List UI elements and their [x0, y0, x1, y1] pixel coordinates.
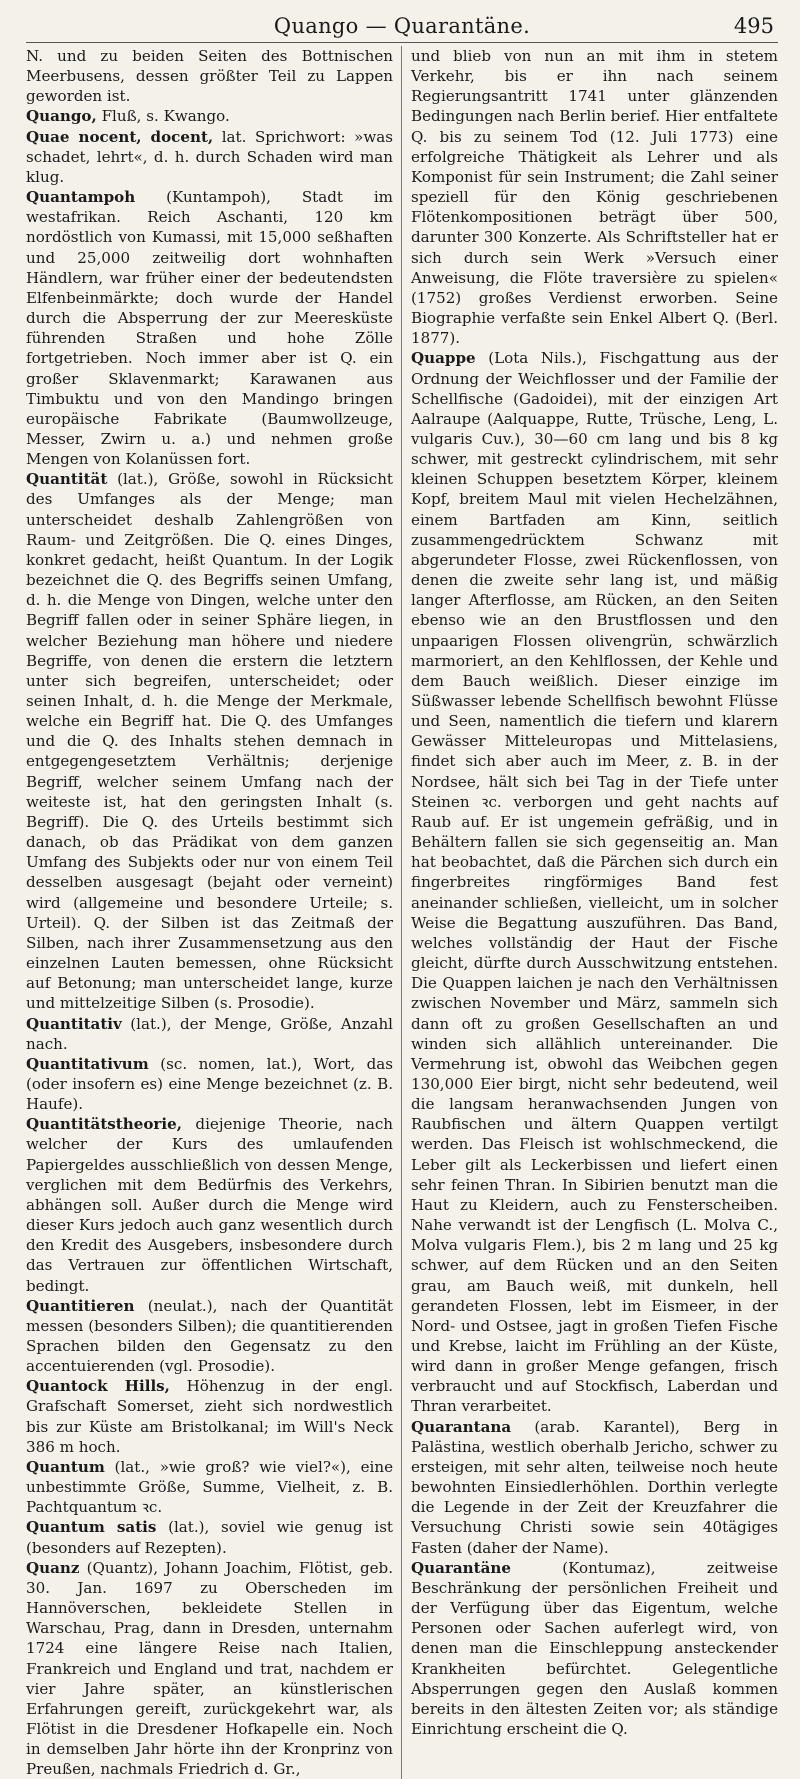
- entry-text: (Kuntampoh), Stadt im westafrikan. Reich Aschanti, 120 km nordöstlich von Kumassi, mit 15,000 seßhaften und 25,000 zeitweilig dort wohnhaften Händlern, war früher einer der bedeutendsten Elfenbeinmärkte; doch wurde der Handel durch die Absperrung der zur Meeresküste führenden Straßen und hohe Zölle fortgetrieben. Noch immer aber ist Q. ein großer Sklavenmarkt; Karawanen aus Timbuktu und von den Mandingo bringen europäische Fabrikate (Baumwollzeuge, Messer, Zwirn u. a.) und nehmen große Mengen von Kolanüssen fort.: [26, 188, 393, 469]
- entry-text: (Quantz), Johann Joachim, Flötist, geb. 30. Jan. 1697 zu Oberscheden im Hannöverschen, bekleidete Stellen in Warschau, Prag, dann in Dresden, unternahm 1724 eine längere Reise nach Italien, Frankreich und England und trat, nachdem er vier Jahre später, an künstlerischen Erfahrungen gereift, zurückgekehrt war, als Flötist in die Dresdener Hofkapelle ein. Noch in demselben Jahr hörte ihn der Kronprinz von Preußen, nachmals Friedrich d. Gr.,: [26, 1558, 393, 1779]
- entry-text: (sc. nomen, lat.), Wort, das (oder insofern es) eine Menge bezeichnet (z. B. Haufe).: [26, 1054, 393, 1114]
- entry-continuation: [411, 46, 778, 348]
- entry-text: und blieb von nun an mit ihm in stetem Verkehr, bis er ihn nach seinem Regierungsantritt 1741 unter glänzenden Bedingungen nach Berlin berief. Hier entfaltete Q. bis zu seinem Tod (12. Juli 1773) eine erfolgreiche Thätigkeit als Lehrer und als Komponist für sein Instrument; die Zahl seiner speziell für den König geschriebenen Flötenkompositionen beträgt über 500, darunter 300 Konzerte. Als Schriftsteller hat er sich durch sein Werk »Versuch einer Anweisung, die Flöte traversière zu spielen« (1752) großes Verdienst erworben. Seine Biographie verfaßte sein Enkel Albert Q. (Berl. 1877).: [411, 47, 778, 348]
- entry-quantitieren: [26, 1296, 393, 1377]
- entry-quappe: [411, 348, 778, 1416]
- entry-quae-nocent: [26, 127, 393, 187]
- lemma: Quanz: [26, 1558, 80, 1577]
- entry-quarantaene: [411, 1558, 778, 1739]
- lemma: Quantitativum: [26, 1054, 149, 1073]
- entry-quantum-satis: [26, 1517, 393, 1557]
- lemma: Quantitätstheorie,: [26, 1115, 182, 1134]
- entry-quantampoh: [26, 187, 393, 469]
- entry-quantitativum: [26, 1054, 393, 1114]
- lemma: Quantitieren: [26, 1296, 135, 1315]
- entry-text: (lat., »wie groß? wie viel?«), eine unbestimmte Größe, Summe, Vielheit, z. B. Pachtquantum ꝛc.: [26, 1457, 393, 1517]
- page-number: 495: [733, 14, 774, 38]
- entry-text: lat. Sprichwort: »was schadet, lehrt«, d. h. durch Schaden wird man klug.: [26, 127, 393, 186]
- entry-text: (lat.), soviel wie genug ist (besonders auf Rezepten).: [26, 1518, 393, 1557]
- lemma: Quappe: [411, 349, 476, 368]
- lemma: Quantock Hills,: [26, 1377, 170, 1396]
- lemma: Quantum: [26, 1457, 105, 1476]
- lemma: Quantitativ: [26, 1014, 122, 1033]
- left-column: [26, 46, 401, 1779]
- entry-text: (arab. Karantel), Berg in Palästina, westlich oberhalb Jericho, schwer zu ersteigen, mit sehr alten, teilweise noch heute bewohnten Einsiedlerhöhlen. Dorthin verlegte die Legende in der Zeit der Kreuzfahrer die Versuchung Christi sowie sein 40tägiges Fasten (daher der Name).: [411, 1417, 778, 1557]
- lemma: Quarantäne: [411, 1558, 511, 1577]
- entry-quantitativ: [26, 1014, 393, 1054]
- entry-quarantana: [411, 1417, 778, 1558]
- lemma: Quango,: [26, 107, 97, 126]
- entry-quantitaetstheorie: [26, 1114, 393, 1295]
- text-columns: [26, 46, 778, 1779]
- entry-continuation: [26, 46, 393, 106]
- page-header: [26, 6, 778, 43]
- lemma: Quae nocent, docent,: [26, 127, 214, 146]
- lemma: Quantum satis: [26, 1518, 157, 1537]
- entry-text: (lat.), der Menge, Größe, Anzahl nach.: [26, 1014, 393, 1053]
- entry-quantum: [26, 1457, 393, 1517]
- entry-quango: [26, 106, 393, 126]
- entry-text: N. und zu beiden Seiten des Bottnischen Meerbusens, dessen größter Teil zu Lappen geworden ist.: [26, 47, 393, 106]
- running-title: Quango — Quarantäne.: [273, 14, 531, 38]
- entry-text: (Lota Nils.), Fischgattung aus der Ordnung der Weichflosser und der Familie der Schellfische (Gadoidei), mit der einzigen Art Aalraupe (Aalquappe, Rutte, Trüsche, Leng, L. vulgaris Cuv.), 30—60 cm lang und bis 8 kg schwer, mit gestreckt cylindrischem, mit sehr kleinen Schuppen besetztem Körper, kleinem Kopf, breitem Maul mit vielen Hechelzähnen, einem Bartfaden am Kinn, seitlich zusammengedrücktem Schwanz mit abgerundeter Flosse, zwei Rückenflossen, von denen die zweite sehr lang ist, und mäßig langer Afterflosse, am Rücken, an den Seiten ebenso wie an den Brustflossen und den unpaarigen Flossen olivengrün, schwärzlich marmoriert, an den Kehlflossen, der Kehle und dem Bauch weißlich. Dieser einzige im Süßwasser lebende Schellfisch bewohnt Flüsse und Seen, namentlich die tiefern und klarern Gewässer Mitteleuropas und Mittelasiens, findet sich aber auch im Meer, z. B. in der Nordsee, hält sich bei Tag in der Tiefe unter Steinen ꝛc. verborgen und geht nachts auf Raub auf. Er ist ungemein gefräßig, und in Behältern fallen sie sich gegenseitig an. Man hat beobachtet, daß die Pärchen sich durch ein fingerbreites ringförmiges Band fest aneinander schließen, vielleicht, um in solcher Weise die Begattung auszuführen. Das Band, welches vollständig der Haut der Fische gleicht, dürfte durch Ausschwitzung entstehen. Die Quappen laichen je nach den Verhältnissen zwischen November und März, sammeln sich dann oft zu großen Gesellschaften an und winden sich allählich untereinander. Die Vermehrung ist, obwohl das Weibchen gegen 130,000 Eier birgt, nicht sehr bedeutend, weil die langsam heranwachsenden Jungen von Raubfischen und ältern Quappen vertilgt werden. Das Fleisch ist wohlschmeckend, die Leber gilt als Leckerbissen und liefert einen sehr feinen Thran. In Sibirien benutzt man die Haut zu Kleidern, auch zu Fensterscheiben. Nahe verwandt ist der Lengfisch (L. Molva C., Molva vulgaris Flem.), bis 2 m lang und 25 kg schwer, auf dem Rücken und an den Seiten grau, am Bauch weiß, mit dunkeln, hell gerandeten Flossen, lebt im Eismeer, in der Nord- und Ostsee, jagt in großen Tiefen Fische und Krebse, laicht im Frühling an der Küste, wird dann in großer Menge gefangen, frisch verbraucht und auf Stockfisch, Laberdan und Thran verarbeitet.: [411, 349, 778, 1416]
- entry-quanz: [26, 1558, 393, 1779]
- entry-quantock-hills: [26, 1376, 393, 1457]
- lemma: Quantampoh: [26, 188, 136, 207]
- entry-text: (lat.), Größe, sowohl in Rücksicht des Umfanges als der Menge; man unterscheidet deshalb Zahlengrößen von Raum- und Zeitgrößen. Die Q. eines Dinges, konkret gedacht, heißt Quantum. In der Logik bezeichnet die Q. des Begriffs seinen Umfang, d. h. die Menge von Dingen, welche unter den Begriff fallen oder in seiner Sphäre liegen, in welcher Beziehung man höhere und niedere Begriffe, von denen die erstern die letztern unter sich begreifen, unterscheidet; oder seinen Inhalt, d. h. die Menge der Merkmale, welche ein Begriff hat. Die Q. des Umfanges und die Q. des Inhalts stehen demnach in entgegengesetztem Verhältnis; derjenige Begriff, welcher seinem Umfang nach der weiteste ist, hat den geringsten Inhalt (s. Begriff). Die Q. des Urteils bestimmt sich danach, ob das Prädikat von dem ganzen Umfang des Subjekts oder nur von einem Teil desselben ausgesagt (bejaht oder verneint) wird (allgemeine und besondere Urteile; s. Urteil). Q. der Silben ist das Zeitmaß der Silben, nach ihrer Zusammensetzung aus den einzelnen Lauten bemessen, ohne Rücksicht auf Betonung; man unterscheidet lange, kurze und mittelzeitige Silben (s. Prosodie).: [26, 470, 393, 1013]
- lemma: Quantität: [26, 470, 108, 489]
- entry-text: (neulat.), nach der Quantität messen (besonders Silben); die quantitierenden Sprachen bilden den Gegensatz zu den accentuierenden (vgl. Prosodie).: [26, 1296, 393, 1376]
- lemma: Quarantana: [411, 1417, 512, 1436]
- right-column: [401, 46, 778, 1779]
- entry-text: Höhenzug in der engl. Grafschaft Somerset, zieht sich nordwestlich bis zur Küste am Bristolkanal; im Will's Neck 386 m hoch.: [26, 1377, 393, 1456]
- entry-text: Fluß, s. Kwango.: [96, 107, 230, 126]
- entry-quantitaet: [26, 469, 393, 1013]
- entry-text: diejenige Theorie, nach welcher der Kurs des umlaufenden Papiergeldes ausschließlich von dessen Menge, verglichen mit dem Bedürfnis des Verkehrs, abhängen soll. Außer durch die Menge wird dieser Kurs jedoch auch ganz wesentlich durch den Kredit des Ausgebers, insbesondere durch das Vertrauen zur öffentlichen Wirtschaft, bedingt.: [26, 1115, 393, 1295]
- entry-text: (Kontumaz), zeitweise Beschränkung der persönlichen Freiheit und der Verfügung über das Eigentum, welche Personen oder Sachen auferlegt wird, von denen man die Einschleppung ansteckender Krankheiten befürchtet. Gelegentliche Absperrungen gegen den Auslaß kommen bereits in den ältesten Zeiten vor; als ständige Einrichtung erscheint die Q.: [411, 1558, 778, 1738]
